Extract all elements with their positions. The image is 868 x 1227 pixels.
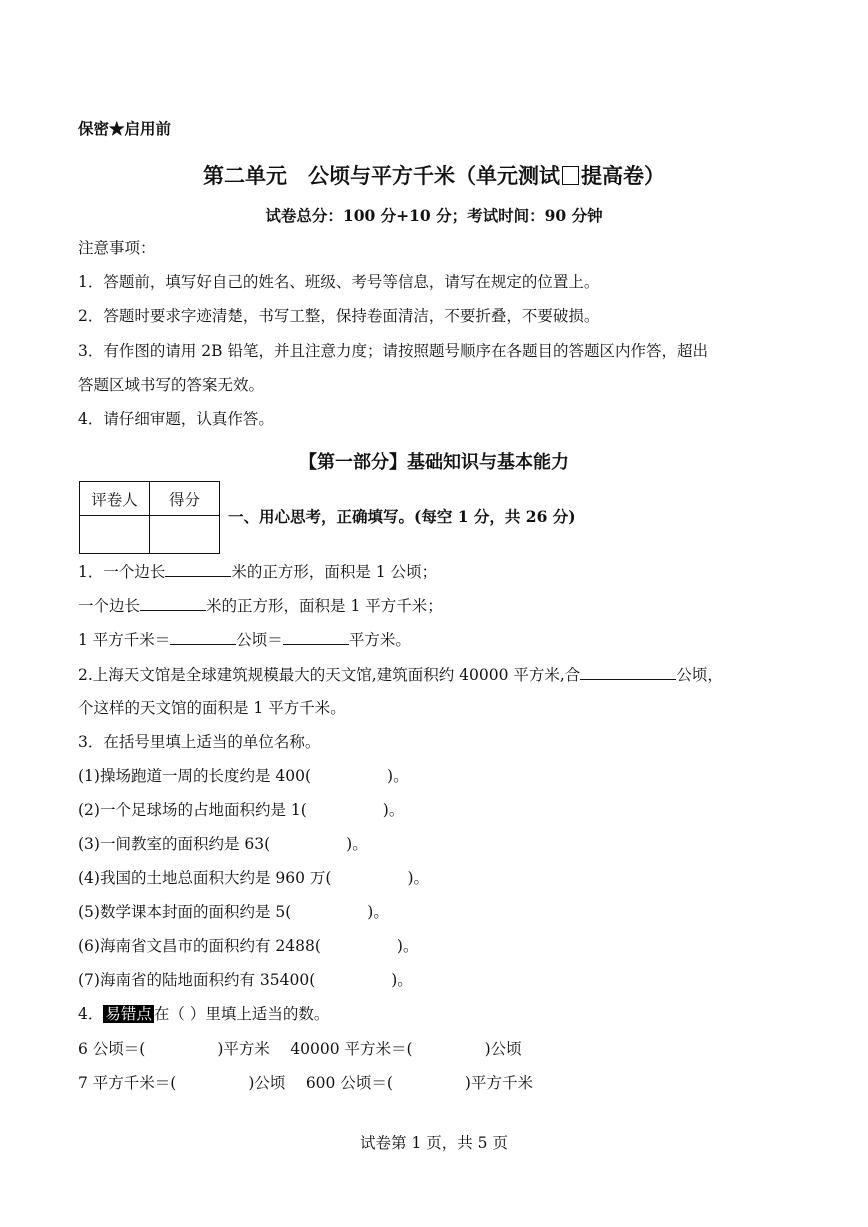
- q3-item-text: (7)海南省的陆地面积约有 35400(: [78, 971, 316, 989]
- q4-text: 6 公顷＝(: [78, 1040, 146, 1058]
- q3-item: [78, 969, 413, 991]
- q3-item-text: )。: [396, 937, 419, 955]
- q1-text: 平方米。: [348, 631, 411, 649]
- notice-item: 3．有作图的请用 2B 铅笔，并且注意力度；请按照题号顺序在各题目的答题区内作答，超出: [78, 342, 708, 360]
- q4-text: 在（ ）里填上适当的数。: [153, 1005, 330, 1023]
- notice-heading: 注意事项：: [78, 239, 156, 257]
- q4-text: )公顷: [484, 1040, 522, 1058]
- q2-line1: [78, 663, 723, 686]
- error-prone-badge: 易错点: [105, 1005, 152, 1023]
- q4-text: )平方米 40000 平方米＝(: [217, 1040, 413, 1058]
- q3-item: [78, 867, 429, 889]
- page-footer: 试卷第 1 页，共 5 页: [360, 1134, 508, 1152]
- title-prefix: 第二单元 公顷与平方千米（单元测试: [203, 164, 560, 188]
- q3-item: [78, 799, 404, 821]
- notice-item: 4．请仔细审题，认真作答。: [78, 410, 274, 428]
- q3-item-text: )。: [391, 971, 413, 989]
- q3-item-text: )。: [407, 869, 430, 887]
- grader-header: 评卷人: [80, 482, 150, 516]
- q3-item-text: (3)一间教室的面积约是 63(: [78, 835, 271, 853]
- q1-text: 米的正方形，面积是 1 平方千米；: [206, 597, 443, 615]
- answer-blank[interactable]: [283, 628, 349, 645]
- page-title: [0, 160, 868, 190]
- grader-cell[interactable]: [80, 516, 150, 554]
- q3-item-text: (5)数学课本封面的面积约是 5(: [78, 903, 292, 921]
- answer-blank[interactable]: [140, 594, 206, 611]
- q1-text: 公顷＝: [236, 631, 283, 649]
- score-cell[interactable]: [150, 516, 220, 554]
- q4-heading: [78, 1003, 329, 1025]
- part1-heading: 一、用心思考，正确填写。(每空 1 分，共 26 分): [228, 507, 576, 526]
- q3-item: [78, 901, 389, 923]
- q2-line2: 个这样的天文馆的面积是 1 平方千米。: [78, 699, 346, 717]
- q1-line1: [78, 560, 437, 583]
- answer-blank[interactable]: [170, 628, 236, 645]
- q4-text: 7 平方千米＝(: [78, 1074, 177, 1092]
- q4-text: )平方千米: [464, 1074, 533, 1092]
- q3-item-text: (4)我国的土地总面积大约是 960 万(: [78, 869, 332, 887]
- grader-table: [79, 481, 220, 554]
- q4-row: [78, 1072, 533, 1094]
- q3-item: [78, 765, 409, 787]
- section-title: 【第一部分】基础知识与基本能力: [299, 452, 569, 473]
- notice-item: 答题区域书写的答案无效。: [78, 376, 265, 394]
- q1-text: 米的正方形，面积是 1 公顷；: [231, 563, 438, 581]
- q4-row: [78, 1038, 522, 1060]
- q3-item: [78, 935, 418, 957]
- score-header: 得分: [150, 482, 220, 516]
- q1-text: 1．一个边长: [78, 563, 166, 581]
- exam-subtitle: 试卷总分：100 分+10 分；考试时间：90 分钟: [265, 206, 603, 225]
- title-suffix: 提高卷）: [581, 164, 665, 188]
- q4-text: )公顷 600 公顷＝(: [248, 1074, 393, 1092]
- notice-item: 1．答题前，填写好自己的姓名、班级、考号等信息，请写在规定的位置上。: [78, 273, 600, 291]
- q3-heading: 3．在括号里填上适当的单位名称。: [78, 733, 321, 751]
- q3-item-text: )。: [346, 835, 368, 853]
- q4-number: 4．: [78, 1005, 104, 1023]
- q3-item-text: )。: [387, 767, 409, 785]
- q3-item-text: (1)操场跑道一周的长度约是 400(: [78, 767, 312, 785]
- q1-text: 1 平方千米＝: [78, 631, 171, 649]
- q2-text: 2.上海天文馆是全球建筑规模最大的天文馆,建筑面积约 40000 平方米,合: [78, 666, 581, 684]
- q2-text: 公顷，: [676, 666, 723, 684]
- answer-blank[interactable]: [580, 663, 676, 680]
- answer-blank[interactable]: [165, 560, 231, 577]
- q1-line3: [78, 628, 411, 651]
- notice-item: 2．答题时要求字迹清楚，书写工整，保持卷面清洁，不要折叠，不要破损。: [78, 307, 600, 325]
- q3-item: [78, 833, 368, 855]
- q3-item-text: )。: [367, 903, 389, 921]
- q3-item-text: (2)一个足球场的占地面积约是 1(: [78, 801, 307, 819]
- q1-text: 一个边长: [78, 597, 141, 615]
- q1-line2: [78, 594, 443, 617]
- confidential-label: 保密★启用前: [78, 119, 172, 138]
- q3-item-text: )。: [382, 801, 405, 819]
- missing-glyph-box: [562, 166, 579, 185]
- q3-item-text: (6)海南省文昌市的面积约有 2488(: [78, 937, 321, 955]
